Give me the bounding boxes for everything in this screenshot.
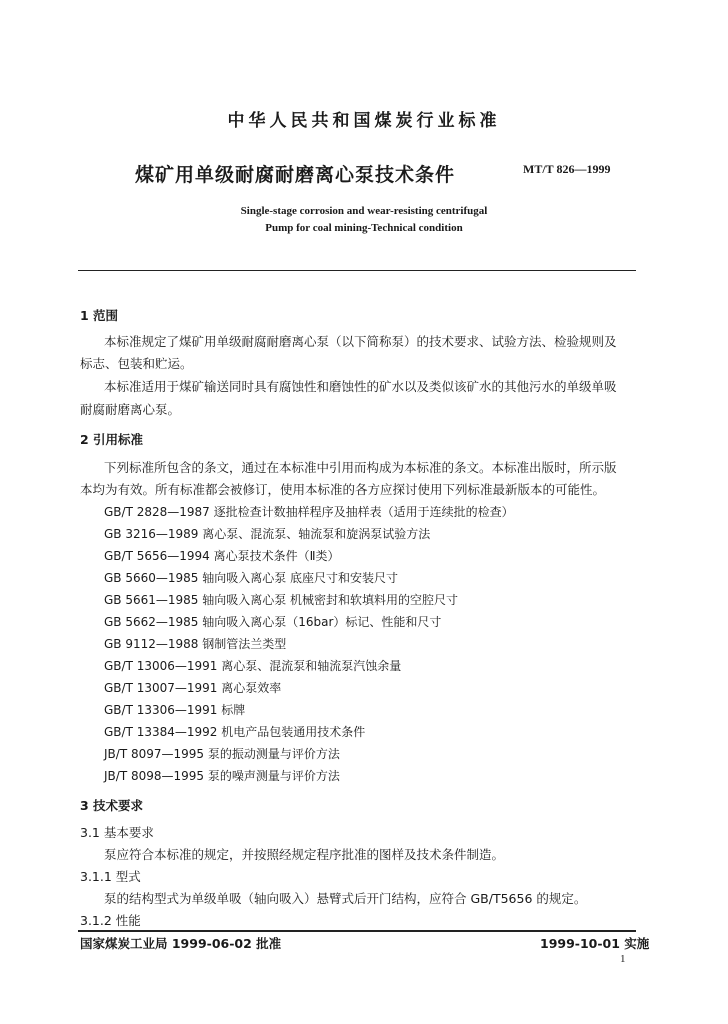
footer-divider: [78, 930, 636, 932]
section-1-paragraph-2-line-1: 本标准适用于煤矿输送同时具有腐蚀性和磨蚀性的矿水以及类似该矿水的其他污水的单级单吸: [104, 379, 617, 394]
section-1-paragraph-1-line-2: 标志、包装和贮运。: [80, 356, 193, 371]
standard-number: MT/T 826—1999: [523, 162, 611, 176]
english-title-line-2: Pump for coal mining-Technical condition: [265, 222, 463, 234]
reference-item: GB/T 13306—1991 标牌: [104, 703, 246, 717]
reference-item: GB 9112—1988 钢制管法兰类型: [104, 637, 287, 651]
section-3-heading: 3 技术要求: [80, 798, 144, 813]
section-2-paragraph-line-2: 本均为有效。所有标准都会被修订，使用本标准的各方应探讨使用下列标准最新版本的可能性。: [80, 482, 606, 497]
section-1-paragraph-1-line-1: 本标准规定了煤矿用单级耐腐耐磨离心泵（以下简称泵）的技术要求、试验方法、检验规则及: [104, 334, 617, 349]
section-2-heading: 2 引用标准: [80, 432, 144, 447]
reference-item: GB/T 2828—1987 逐批检查计数抽样程序及抽样表（适用于连续批的检查）: [104, 505, 514, 519]
reference-item: JB/T 8098—1995 泵的噪声测量与评价方法: [104, 769, 340, 783]
reference-item: GB 3216—1989 离心泵、混流泵、轴流泵和旋涡泵试验方法: [104, 527, 431, 541]
reference-item: GB/T 13384—1992 机电产品包装通用技术条件: [104, 725, 366, 739]
approval-statement: 国家煤炭工业局 1999-06-02 批准: [80, 936, 282, 951]
implementation-date: 1999-10-01 实施: [540, 936, 650, 951]
industry-standard-heading: 中华人民共和国煤炭行业标准: [227, 111, 501, 131]
section-3-1-text: 泵应符合本标准的规定，并按照经规定程序批准的图样及技术条件制造。: [104, 847, 505, 862]
section-2-paragraph-line-1: 下列标准所包含的条文，通过在本标准中引用而构成为本标准的条文。本标准出版时，所示版: [104, 460, 617, 475]
english-title-line-1: Single-stage corrosion and wear-resisting centrifugal: [240, 205, 488, 217]
section-1-heading: 1 范围: [80, 308, 119, 323]
reference-item: GB/T 13006—1991 离心泵、混流泵和轴流泵汽蚀余量: [104, 659, 402, 673]
reference-item: GB 5662—1985 轴向吸入离心泵（16bar）标记、性能和尺寸: [104, 615, 442, 629]
section-3-1-1-text: 泵的结构型式为单级单吸（轴向吸入）悬臂式后开门结构，应符合 GB/T5656 的规定。: [104, 891, 587, 906]
page-number: 1: [620, 953, 626, 965]
standard-title: 煤矿用单级耐腐耐磨离心泵技术条件: [135, 164, 456, 186]
reference-item: GB/T 13007—1991 离心泵效率: [104, 681, 282, 695]
reference-item: GB 5660—1985 轴向吸入离心泵 底座尺寸和安装尺寸: [104, 571, 399, 585]
section-3-1-heading: 3.1 基本要求: [80, 825, 154, 840]
section-3-1-1-heading: 3.1.1 型式: [80, 869, 141, 884]
reference-item: GB 5661—1985 轴向吸入离心泵 机械密封和软填料用的空腔尺寸: [104, 593, 459, 607]
section-3-1-2-heading: 3.1.2 性能: [80, 913, 141, 928]
section-1-paragraph-2-line-2: 耐腐耐磨离心泵。: [80, 402, 181, 417]
reference-item: GB/T 5656—1994 离心泵技术条件（Ⅱ类）: [104, 549, 340, 563]
header-divider: [78, 270, 636, 271]
reference-item: JB/T 8097—1995 泵的振动测量与评价方法: [104, 747, 340, 761]
